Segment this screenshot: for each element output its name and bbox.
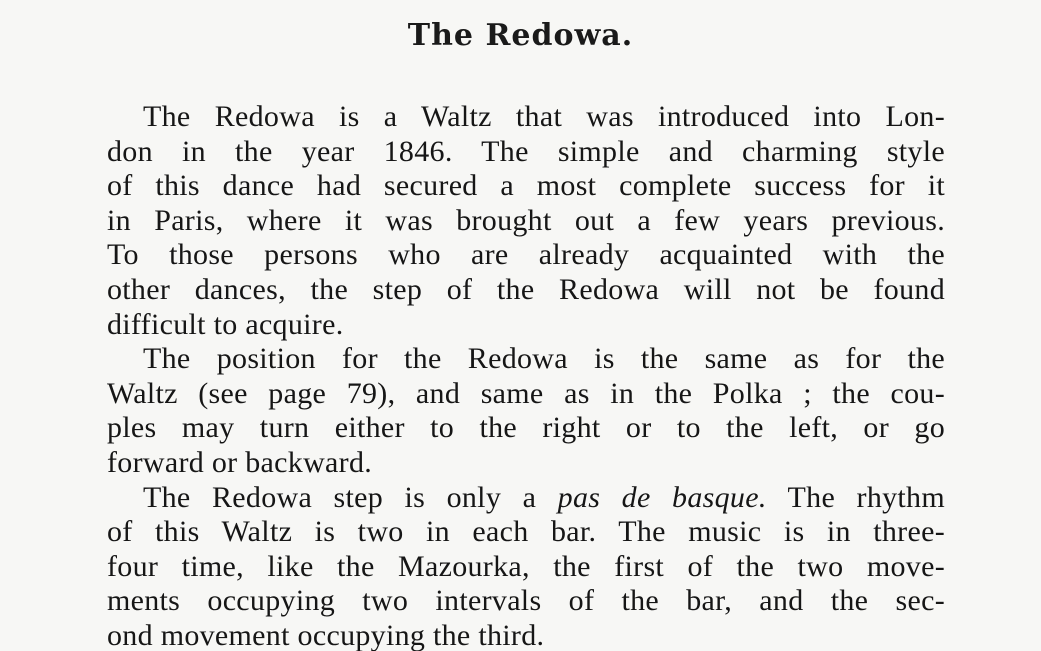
text-line: four time, like the Mazourka, the first of the two move-: [107, 549, 945, 583]
text-line: don in the year 1846. The simple and charming style: [107, 134, 945, 168]
paragraph-1: [107, 100, 945, 342]
page-title: The Redowa.: [407, 18, 634, 53]
text-segment: The rhythm: [766, 480, 945, 514]
text-line: To those persons who are already acquainted with the: [107, 238, 945, 272]
text-line: ond movement occupying the third.: [107, 618, 545, 651]
text-line: The Redowa is a Waltz that was introduced into Lon-: [143, 100, 945, 133]
text-segment: The Redowa step is only a: [143, 480, 558, 514]
paragraph-2: [107, 342, 945, 480]
text-line: other dances, the step of the Redowa will not be found: [107, 272, 945, 306]
body-text: [107, 100, 945, 651]
text-line: The position for the Redowa is the same as for the: [143, 342, 945, 376]
paragraph-3: [107, 481, 945, 651]
text-line: difficult to acquire.: [107, 307, 344, 341]
text-line: of this dance had secured a most complete success for it: [107, 169, 945, 203]
text-line: in Paris, where it was brought out a few years previous.: [107, 203, 945, 237]
text-line: ments occupying two intervals of the bar, and the sec-: [107, 584, 945, 618]
text-line: ples may turn either to the right or to the left, or go: [107, 411, 945, 445]
text-line: forward or backward.: [107, 445, 373, 479]
text-line: of this Waltz is two in each bar. The music is in three-: [107, 515, 945, 549]
text-line: [107, 481, 945, 516]
italic-phrase: pas de basque.: [557, 480, 767, 514]
text-line: Waltz (see page 79), and same as in the Polka ; the cou-: [107, 376, 945, 410]
